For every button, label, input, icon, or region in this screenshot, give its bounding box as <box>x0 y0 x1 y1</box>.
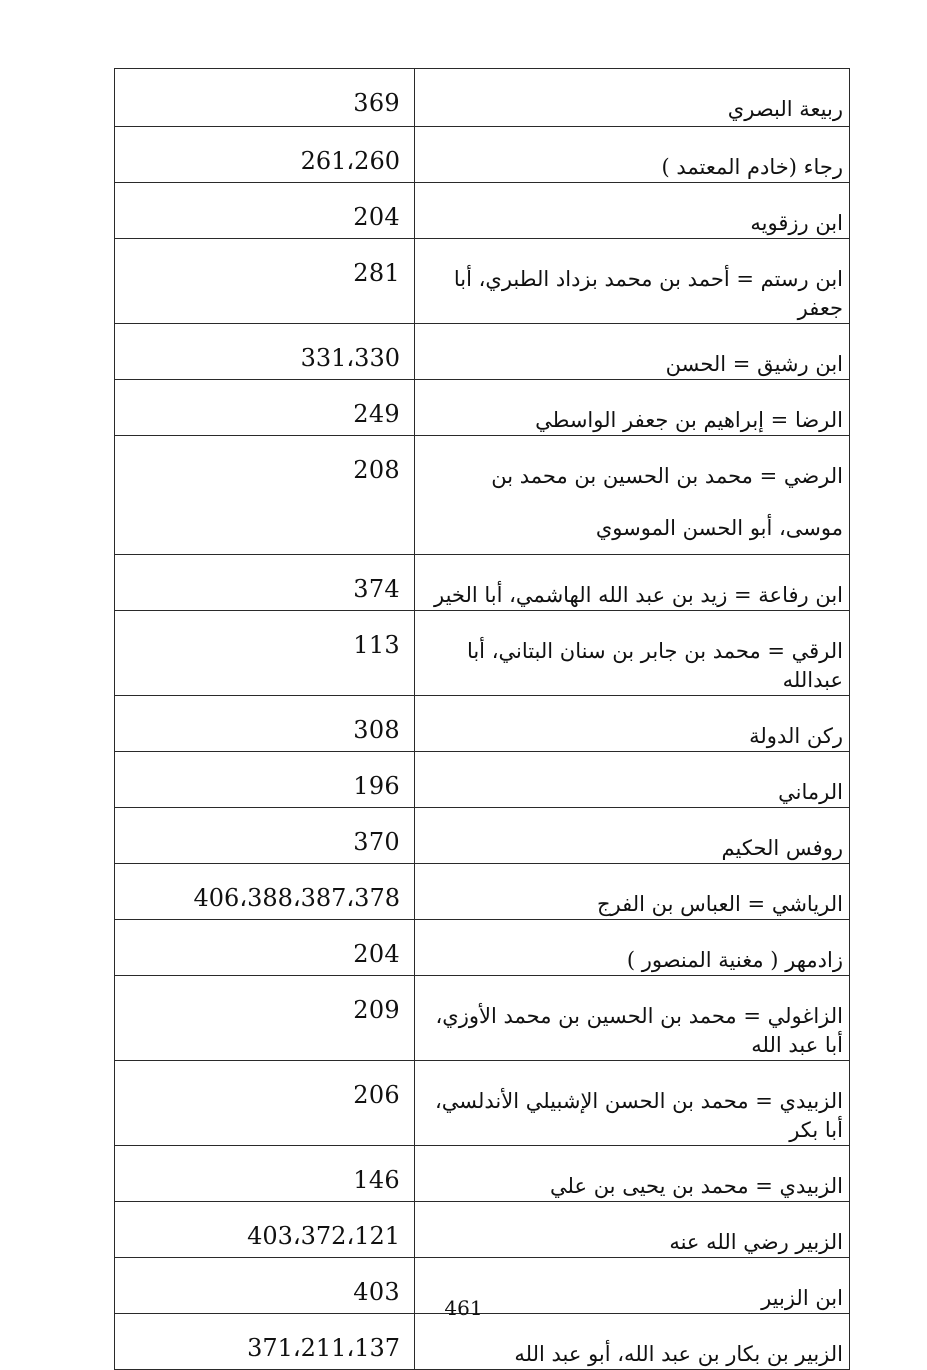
page-references: 406،388،387،378 <box>115 864 415 920</box>
table-row <box>115 976 850 1061</box>
page-references: 204 <box>115 920 415 976</box>
person-name: الزبيدي = محمد بن الحسن الإشبيلي الأندلسي، أبا بكر <box>415 1061 850 1146</box>
person-name: الزاغولي = محمد بن الحسين بن محمد الأوزي، أبا عبد الله <box>415 976 850 1061</box>
person-name: الرقي = محمد بن جابر بن سنان البتاني، أبا عبدالله <box>415 611 850 696</box>
person-name: رجاء (خادم المعتمد ) <box>415 127 850 183</box>
person-name: الرضا = إبراهيم بن جعفر الواسطي <box>415 380 850 436</box>
page-references: 208 <box>115 436 415 555</box>
person-name: ركن الدولة <box>415 696 850 752</box>
page-references: 209 <box>115 976 415 1061</box>
table-row <box>115 69 850 127</box>
person-name: ابن رشيق = الحسن <box>415 324 850 380</box>
table-row <box>115 1314 850 1370</box>
page-references: 206 <box>115 1061 415 1146</box>
page-references: 369 <box>115 69 415 127</box>
table-row <box>115 1061 850 1146</box>
page-references: 331،330 <box>115 324 415 380</box>
page-references: 308 <box>115 696 415 752</box>
page-references: 204 <box>115 183 415 239</box>
page-references: 196 <box>115 752 415 808</box>
person-name: الرماني <box>415 752 850 808</box>
person-name: الزبير بن بكار بن عبد الله، أبو عبد الله <box>415 1314 850 1370</box>
table-row <box>115 436 850 555</box>
table-row <box>115 239 850 324</box>
person-name: الزبيدي = محمد بن يحيى بن علي <box>415 1146 850 1202</box>
table-row <box>115 696 850 752</box>
person-name: زادمهر ( مغنية المنصور ) <box>415 920 850 976</box>
table-row <box>115 808 850 864</box>
table-row <box>115 611 850 696</box>
page-references: 249 <box>115 380 415 436</box>
table-row <box>115 920 850 976</box>
person-name: ابن رستم = أحمد بن محمد بزداد الطبري، أبا جعفر <box>415 239 850 324</box>
page-references: 370 <box>115 808 415 864</box>
table-row <box>115 1146 850 1202</box>
table-row <box>115 1202 850 1258</box>
page-references: 403 <box>115 1258 415 1314</box>
page-references: 374 <box>115 555 415 611</box>
page-references: 113 <box>115 611 415 696</box>
person-name: الزبير رضي الله عنه <box>415 1202 850 1258</box>
table-row <box>115 555 850 611</box>
page-references: 146 <box>115 1146 415 1202</box>
page-references: 261،260 <box>115 127 415 183</box>
person-name: ربيعة البصري <box>415 69 850 127</box>
table-row <box>115 752 850 808</box>
page-references: 403،372،121 <box>115 1202 415 1258</box>
person-name: ابن رزقويه <box>415 183 850 239</box>
name-index-table <box>114 68 850 1370</box>
table-row <box>115 127 850 183</box>
person-name: روفس الحكيم <box>415 808 850 864</box>
page-references: 371،211،137 <box>115 1314 415 1370</box>
person-name: ابن رفاعة = زيد بن عبد الله الهاشمي، أبا الخير <box>415 555 850 611</box>
table-row <box>115 864 850 920</box>
person-name: الرياشي = العباس بن الفرج <box>415 864 850 920</box>
table-row <box>115 183 850 239</box>
page-number: 461 <box>444 1296 483 1320</box>
page-references: 281 <box>115 239 415 324</box>
table-row <box>115 324 850 380</box>
person-name: الرضي = محمد بن الحسين بن محمد بن موسى، أبو الحسن الموسوي <box>415 436 850 555</box>
person-name: ابن الزبير <box>415 1258 850 1314</box>
table-row <box>115 380 850 436</box>
